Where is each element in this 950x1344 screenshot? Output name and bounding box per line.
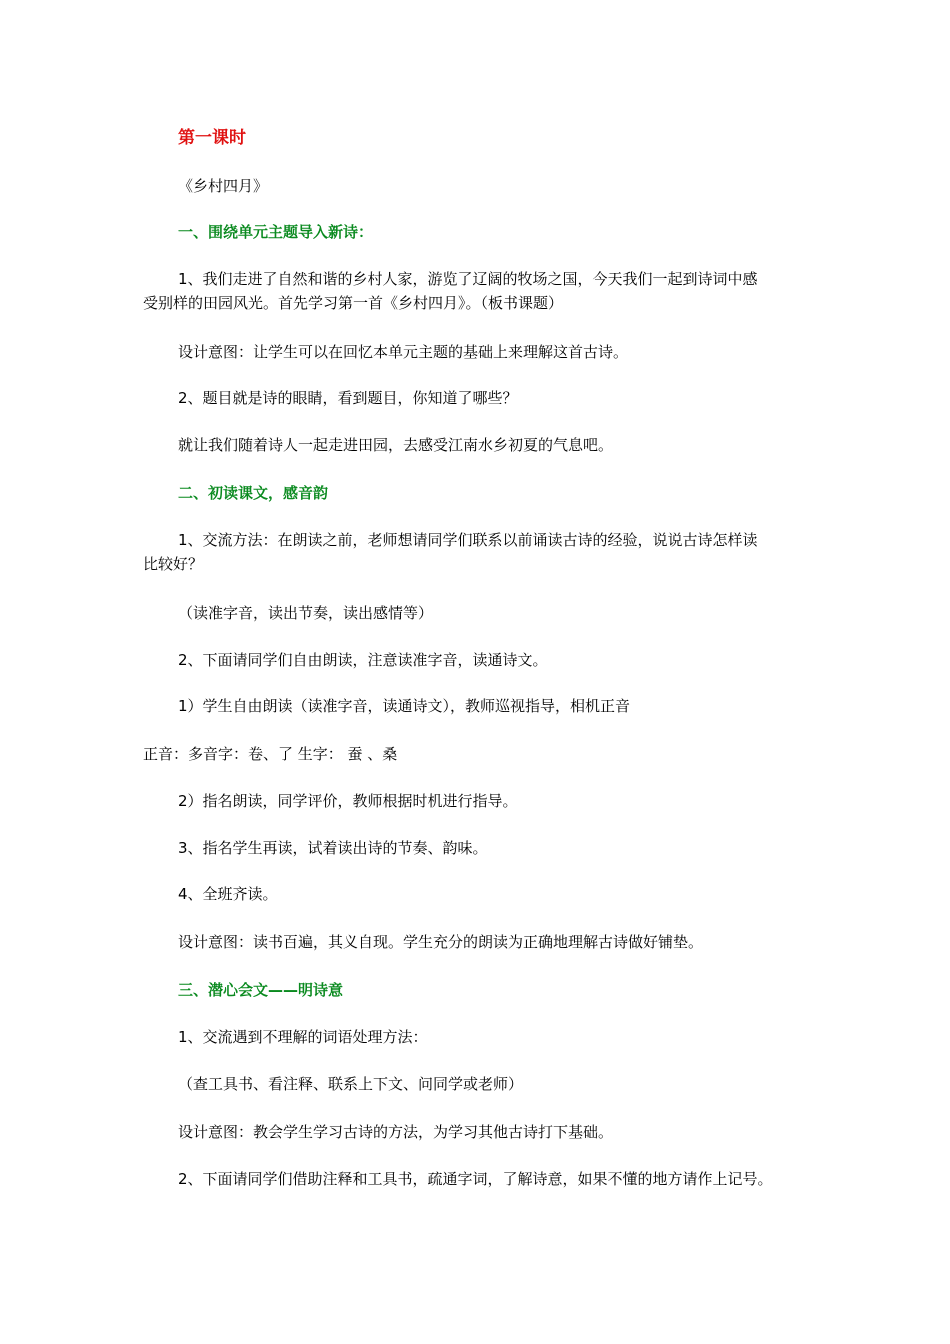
section-1-design-intent: 设计意图：让学生可以在回忆本单元主题的基础上来理解这首古诗。 xyxy=(178,343,629,361)
section-2-paragraph-4: 4、全班齐读。 xyxy=(178,885,278,903)
lesson-title: 第一课时 xyxy=(178,128,246,148)
section-3-heading: 三、潜心会文——明诗意 xyxy=(178,981,344,999)
section-3-paragraph-1: 1、交流遇到不理解的词语处理方法： xyxy=(178,1028,428,1046)
section-2-item-1: 1）学生自由朗读（读准字音，读通诗文），教师巡视指导，相机正音 xyxy=(178,697,631,715)
poem-title: 《乡村四月》 xyxy=(178,177,269,195)
section-3-design-intent: 设计意图：教会学生学习古诗的方法，为学习其他古诗打下基础。 xyxy=(178,1123,614,1141)
section-1-paragraph-1-line-1: 1、我们走进了自然和谐的乡村人家，游览了辽阔的牧场之国，今天我们一起到诗词中感 xyxy=(178,270,758,288)
section-2-design-intent: 设计意图：读书百遍，其义自现。学生充分的朗读为正确地理解古诗做好铺垫。 xyxy=(178,933,704,951)
section-2-note: （读准字音，读出节奏，读出感情等） xyxy=(178,604,434,622)
section-1-paragraph-3: 就让我们随着诗人一起走进田园，去感受江南水乡初夏的气息吧。 xyxy=(178,436,614,454)
section-3-paragraph-2: 2、下面请同学们借助注释和工具书，疏通字词，了解诗意，如果不懂的地方请作上记号。 xyxy=(178,1170,773,1188)
section-3-note: （查工具书、看注释、联系上下文、问同学或老师） xyxy=(178,1075,524,1093)
section-1-paragraph-1-line-2: 受别样的田园风光。首先学习第一首《乡村四月》。（板书课题） xyxy=(143,294,564,312)
section-2-heading: 二、初读课文，感音韵 xyxy=(178,484,329,502)
section-1-heading: 一、围绕单元主题导入新诗： xyxy=(178,223,374,241)
section-2-paragraph-2: 2、下面请同学们自由朗读，注意读准字音，读通诗文。 xyxy=(178,651,548,669)
section-2-paragraph-3: 3、指名学生再读，试着读出诗的节奏、韵味。 xyxy=(178,839,488,857)
section-2-paragraph-1-line-2: 比较好？ xyxy=(143,555,204,573)
section-1-paragraph-2: 2、题目就是诗的眼睛，看到题目，你知道了哪些？ xyxy=(178,389,518,407)
section-2-paragraph-1-line-1: 1、交流方法：在朗读之前，老师想请同学们联系以前诵读古诗的经验，说说古诗怎样读 xyxy=(178,531,758,549)
section-2-item-2: 2）指名朗读，同学评价，教师根据时机进行指导。 xyxy=(178,792,518,810)
section-2-pronunciation-note: 正音：多音字：卷、了 生字： 蚕 、桑 xyxy=(143,745,398,763)
